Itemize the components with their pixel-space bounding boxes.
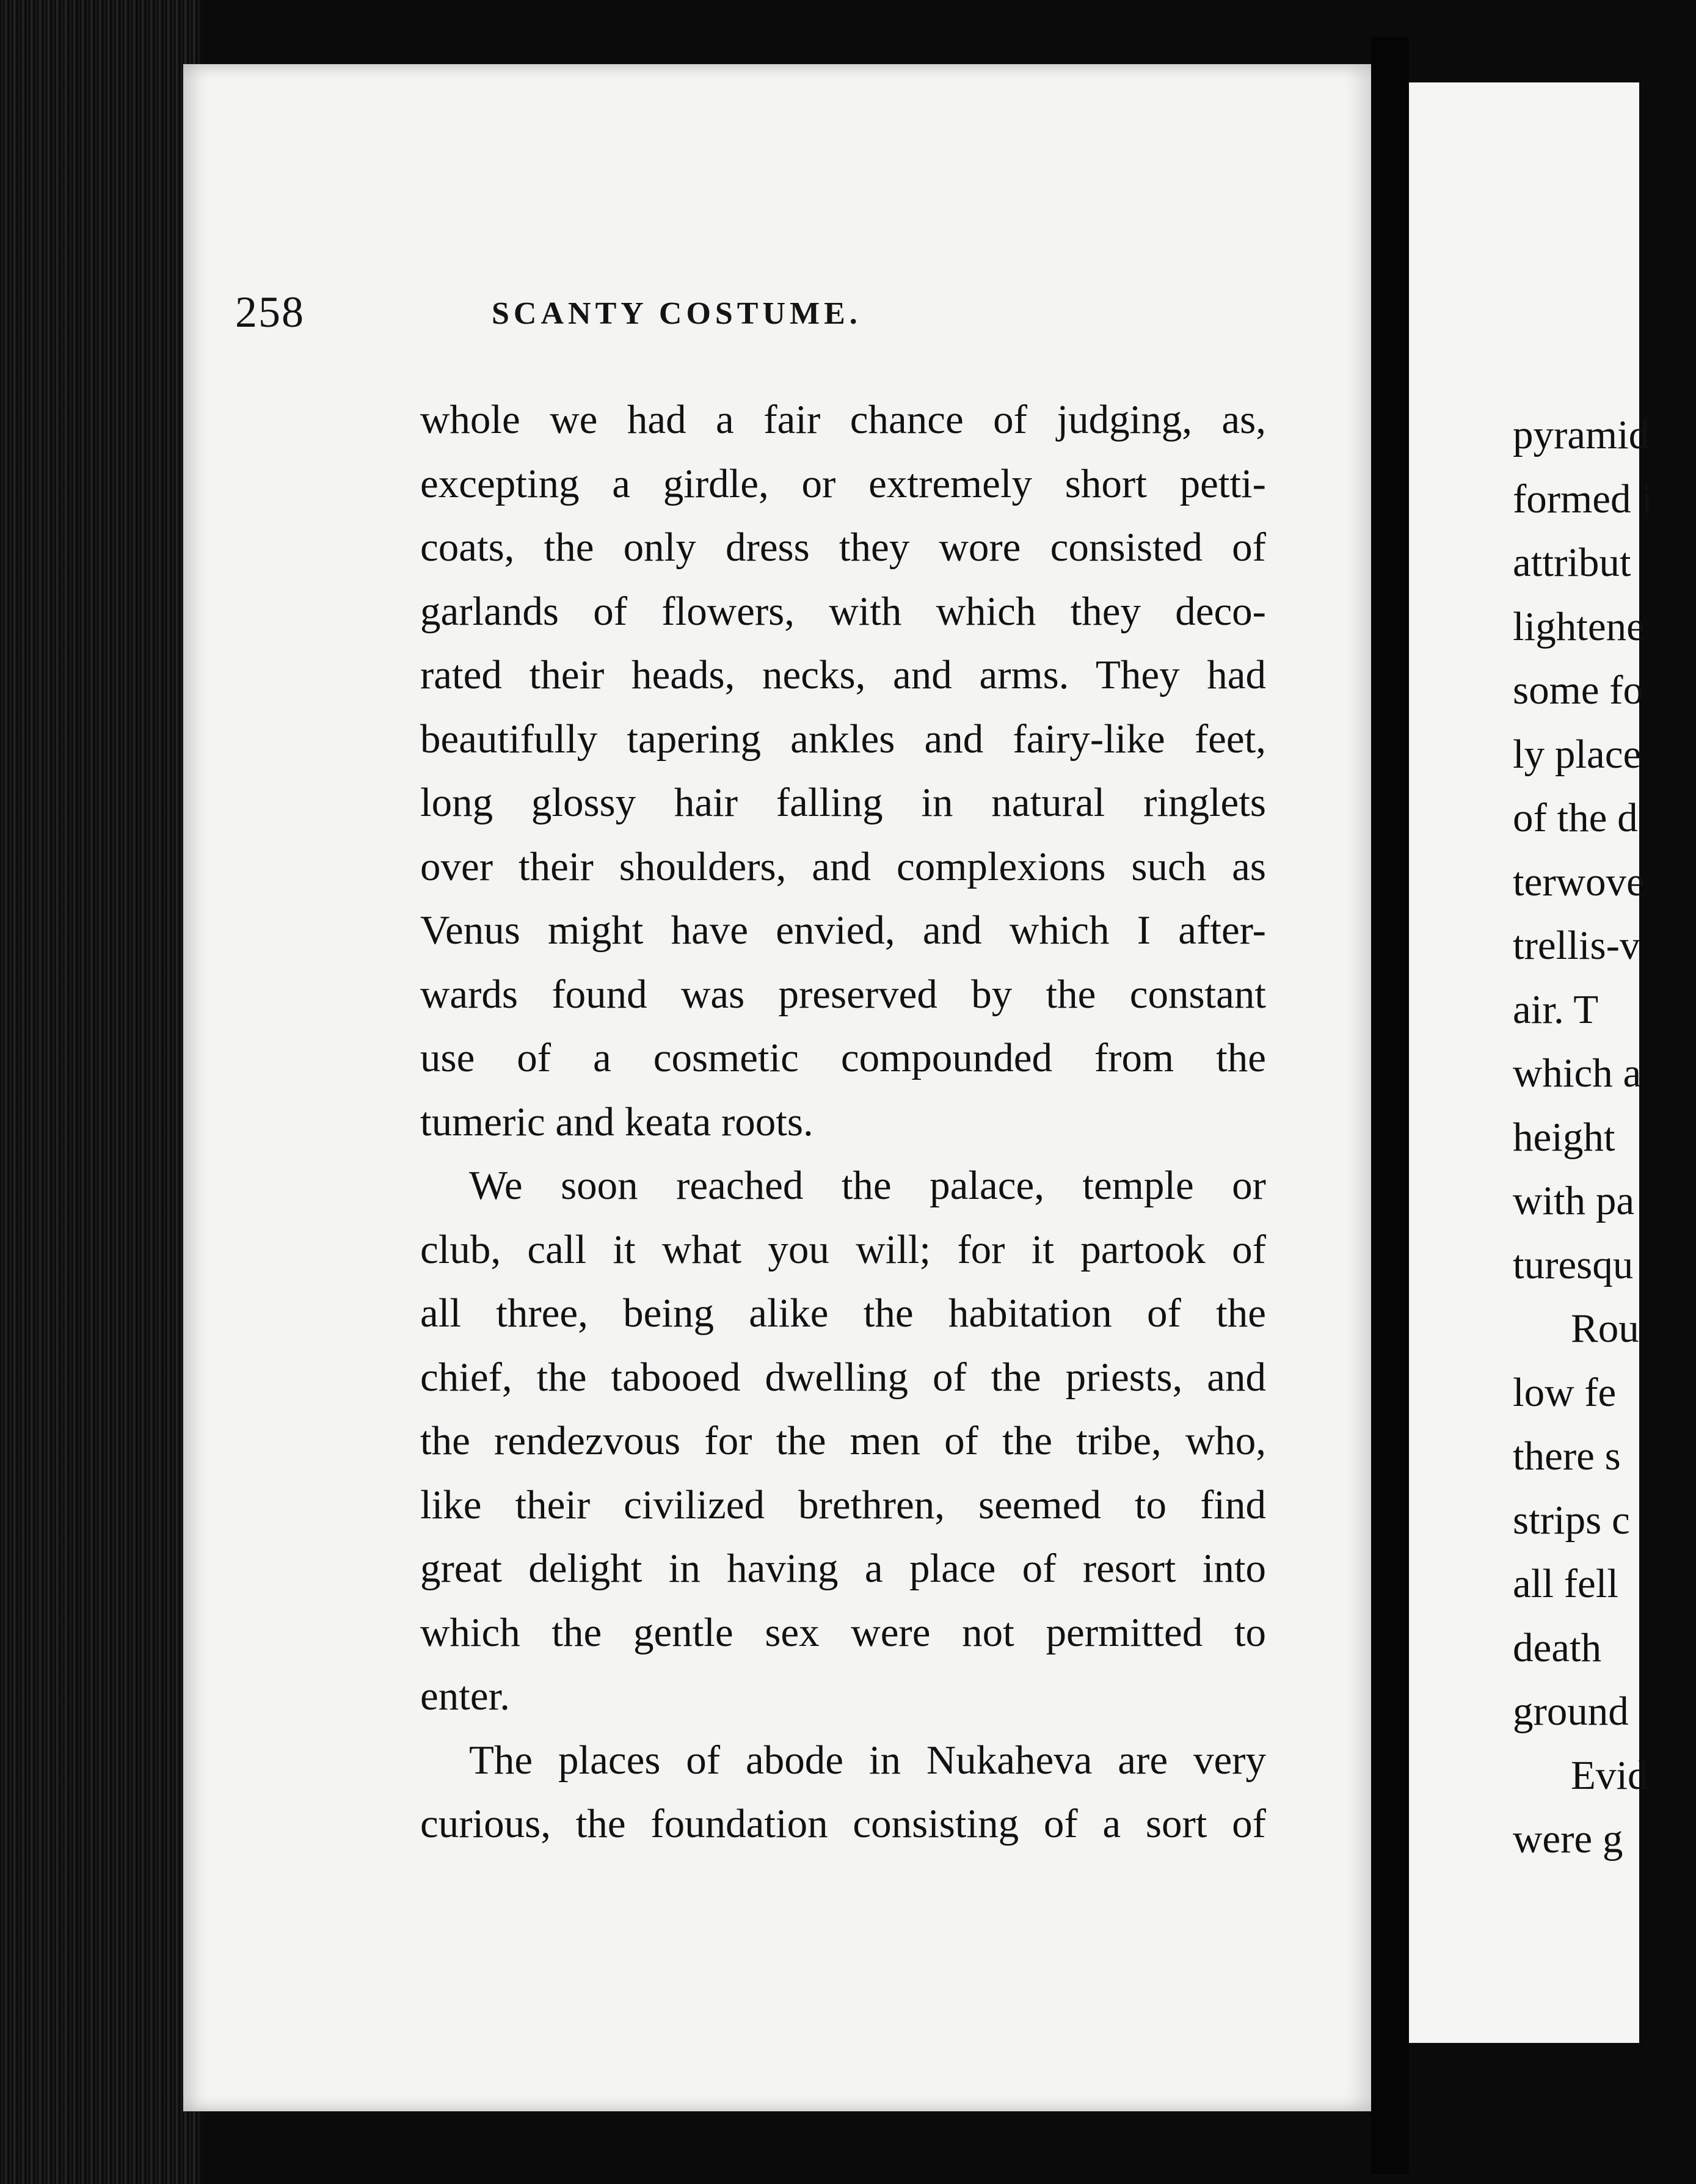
text-line: air. T [1513,986,1599,1032]
text-line: with pa [1513,1178,1635,1223]
text-line: wards found was preserved by the constant [420,971,1266,1017]
text-line: strips c [1513,1497,1630,1543]
right-page-body [1513,403,1696,1871]
text-line: which the gentle sex were not permitted to [420,1609,1266,1655]
paragraph-start-line: Rou [1571,1306,1639,1351]
left-page-body [420,388,1266,1856]
text-line: all fell [1513,1561,1618,1606]
book-spine-edge [0,0,202,2184]
text-line: lightene [1513,603,1645,649]
text-line: low fe [1513,1369,1617,1415]
text-line: chief, the tabooed dwelling of the priests, and [420,1354,1266,1400]
text-line: which a [1513,1050,1642,1096]
text-line: some fo [1513,668,1643,713]
paragraph-start-line: Evid [1571,1752,1648,1798]
text-line: like their civilized brethren, seemed to find [420,1482,1266,1527]
paragraph-start-line: The places of abode in Nukaheva are very [469,1737,1266,1783]
page-number: 258 [235,288,305,337]
text-line: attribut [1513,540,1631,585]
text-line: excepting a girdle, or extremely short petti- [420,460,1266,506]
text-line: over their shoulders, and complexions such as [420,843,1266,889]
text-line: were g [1513,1816,1623,1862]
text-line: death [1513,1625,1602,1670]
page-header [235,287,1273,354]
text-line: ly place [1513,731,1642,777]
text-line: trellis-v [1513,923,1640,968]
text-line: the rendezvous for the men of the tribe, who, [420,1418,1266,1463]
text-line: height [1513,1114,1615,1160]
text-line: beautifully tapering ankles and fairy-like feet, [420,716,1266,762]
book-gutter [1371,37,1409,2174]
text-line: Venus might have envied, and which I after- [420,908,1266,953]
paragraph-start-line: We soon reached the palace, temple or [469,1163,1266,1208]
text-line: all three, being alike the habitation of the [420,1290,1266,1336]
text-line: curious, the foundation consisting of a sort of [420,1801,1266,1846]
text-line: ground [1513,1689,1629,1734]
running-title: SCANTY COSTUME. [492,296,862,331]
text-line: coats, the only dress they wore consisted of [420,525,1266,570]
text-line: club, call it what you will; for it partook of [420,1226,1266,1272]
text-line: there s [1513,1433,1621,1479]
text-line: turesqu [1513,1242,1634,1287]
text-line: great delight in having a place of resort into [420,1546,1266,1591]
text-line: of the d [1513,795,1638,840]
text-line: whole we had a fair chance of judging, as, [420,397,1266,442]
text-line: rated their heads, necks, and arms. They had [420,652,1266,697]
text-line: use of a cosmetic compounded from the [420,1035,1266,1080]
text-line: terwove [1513,859,1645,905]
text-line: formed i [1513,476,1653,522]
text-line: garlands of flowers, with which they deco- [420,588,1266,634]
text-line: enter. [420,1673,510,1719]
text-line: pyramid [1513,412,1650,457]
text-line: tumeric and keata roots. [420,1099,813,1145]
text-line: long glossy hair falling in natural ringlets [420,780,1266,825]
